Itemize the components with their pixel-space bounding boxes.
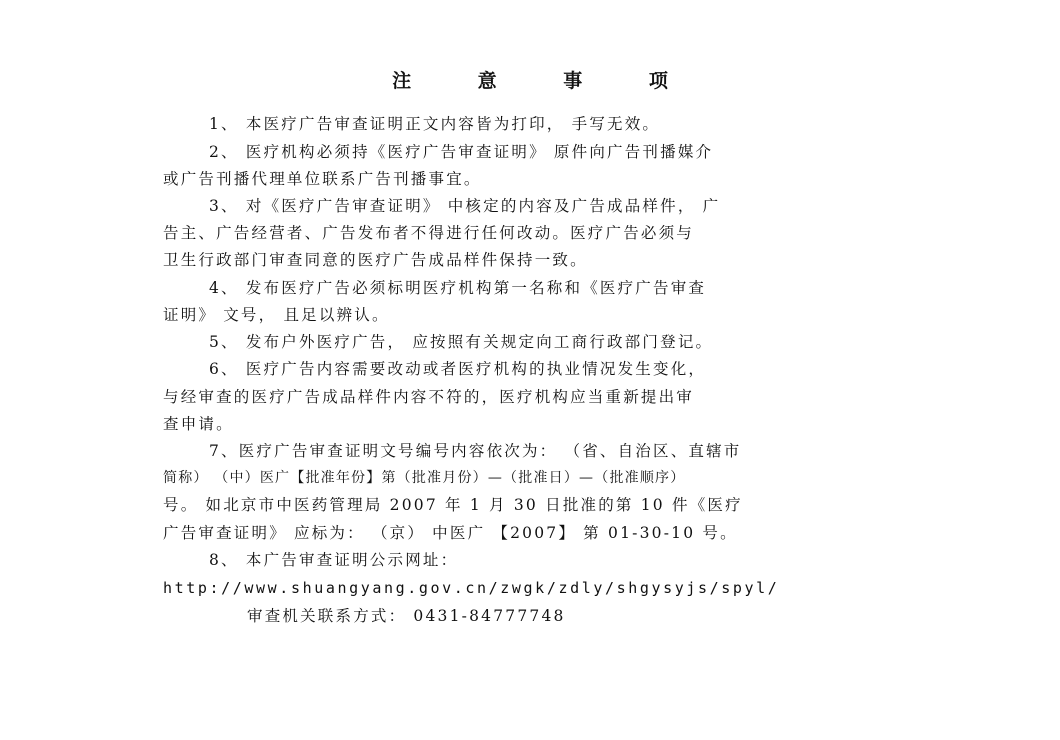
notice-item-3-continued: 告主、广告经营者、广告发布者不得进行任何改动。医疗广告必须与 [163,224,695,242]
notice-item-7-continued: 广告审查证明》 应标为： （京） 中医广 【2007】 第 01-30-10 号。 [163,524,738,542]
notice-item-4: 4、 发布医疗广告必须标明医疗机构第一名称和《医疗广告审查 [209,279,707,297]
notice-item-2-continued: 或广告刊播代理单位联系广告刊播事宜。 [163,170,482,188]
notice-item-7-continued: 简称） （中）医广【批准年份】第（批准月份）—（批准日）—（批准顺序） [163,470,686,486]
notice-item-6-continued: 与经审查的医疗广告成品样件内容不符的，医疗机构应当重新提出审 [163,388,695,406]
notice-item-3-continued: 卫生行政部门审查同意的医疗广告成品样件保持一致。 [163,251,588,269]
page-title: 注 意 事 项 [392,70,698,92]
notice-item-6: 6、 医疗广告内容需要改动或者医疗机构的执业情况发生变化， [209,360,707,378]
notice-item-7: 7、医疗广告审查证明文号编号内容依次为： （省、自治区、直辖市 [209,442,742,460]
notice-item-2: 2、 医疗机构必须持《医疗广告审查证明》 原件向广告刊播媒介 [209,143,714,161]
notice-item-4-continued: 证明》 文号， 且足以辨认。 [163,306,390,324]
notice-item-7-continued: 号。 如北京市中医药管理局 2007 年 1 月 30 日批准的第 10 件《医疗 [163,496,743,514]
public-url-text: http://www.shuangyang.gov.cn/zwgk/zdly/shgysyjs/spyl/ [163,579,780,597]
notice-item-1: 1、 本医疗广告审查证明正文内容皆为打印， 手写无效。 [209,115,661,133]
notice-item-5: 5、 发布户外医疗广告， 应按照有关规定向工商行政部门登记。 [209,333,714,351]
notice-item-6-continued: 查申请。 [163,415,234,433]
notice-item-3: 3、 对《医疗广告审查证明》 中核定的内容及广告成品样件， 广 [209,197,721,215]
contact-info: 审查机关联系方式： 0431-84777748 [247,607,566,625]
notice-item-8: 8、 本广告审查证明公示网址： [209,551,459,569]
